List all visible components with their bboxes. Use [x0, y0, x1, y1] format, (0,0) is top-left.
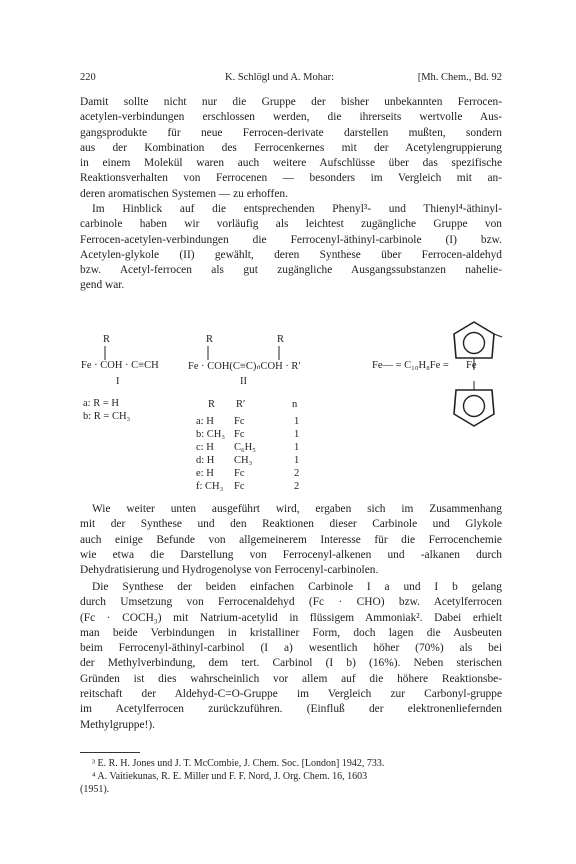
text-line: Reaktionsverhalten von Ferrocenen — besonders im Vergleich mit an- [80, 172, 502, 185]
footnotes [80, 757, 504, 796]
text-line: Damit sollte nicht nur die Gruppe der bisher unbekannten Ferrocen- [80, 96, 502, 108]
formula-r-label: R [277, 334, 285, 345]
text-line: beim Ferrocenyl-äthinyl-carbinol (I a) wesentlich höher (70%) als bei [80, 642, 502, 655]
text-line: Die Synthese der beiden einfachen Carbinole I a und I b gelang [92, 581, 502, 593]
text-line: in einem Molekül waren auch weitere Aufschlüsse über das spezifische [80, 157, 502, 170]
bond-line [278, 346, 280, 360]
table-cell: 1 [294, 442, 300, 453]
paragraph-results [80, 502, 502, 578]
text-line: acetylen-verbindungen erschlossen werden, die ihrerseits wertvolle Aus- [80, 111, 502, 124]
text-line: auch einige Befunde von allgemeinerem Interesse für die Ferrocenchemie [80, 533, 502, 546]
table-cell: 2 [294, 481, 300, 492]
formula-compound-I: Fe · COH · C≡CH [81, 360, 159, 371]
text-line: Gründen ist dies wahrscheinlich vor allem auf die höhere Reaktionsbe- [80, 672, 502, 685]
footnote: ³ E. R. H. Jones und J. T. McCombie, J. Chem. Soc. [London] 1942, 733. [92, 758, 385, 769]
text-line: aus der Kombination des Ferrocenkernes mit der Acetylengruppierung [80, 141, 502, 154]
formula-label-II: II [240, 376, 247, 387]
text-line: Acetylen-glykole (II) gewählt, deren Synthese über Ferrocen-aldehyd [80, 248, 502, 261]
text-line: Dehydratisierung und Hydrogenolyse von Ferrocenyl-carbinolen. [80, 564, 379, 577]
formula-I-b: b: R = CH₃ [83, 411, 131, 422]
table-cell: e: H [196, 468, 214, 479]
cyclopentadienyl-ring-top [454, 322, 502, 358]
text-line: gangsprodukte für neue Ferrocen-derivate darstellen mußten, sondern [80, 126, 502, 139]
paragraph-synthesis [80, 580, 502, 733]
text-line: Methylgruppe!). [80, 718, 155, 731]
text-line: mit der Synthese und den Reaktionen dieser Carbinole und Glykole [80, 518, 502, 531]
text-line: der Methylverbindung, dem tert. Carbinol (I b) (16%). Neben sterischen [80, 657, 502, 670]
formula-r-label: R [206, 334, 214, 345]
running-header [80, 72, 502, 86]
table-cell: 1 [294, 455, 300, 466]
formula-label-I: I [116, 376, 120, 387]
table-header: R [208, 399, 216, 410]
paragraph-carbinoles [80, 202, 502, 294]
text-line: man beide Verbindungen in kristalliner Form, doch lagen die Ausbeuten [80, 626, 502, 639]
text-line: reitschaft der Aldehyd-C=O-Gruppe im Vergleich zur Carbonyl-gruppe [80, 688, 502, 701]
text-line: wie etwa die Darstellung von Ferrocenyl-alkenen und -alkanen durch [80, 548, 502, 561]
text-line: (Fc · COCH₃) mit Natrium-acetylid in flüssigem Ammoniak². Dabei erhielt [80, 611, 502, 624]
table-cell: Fc [234, 481, 245, 492]
header-authors: K. Schlögl und A. Mohar: [225, 72, 335, 83]
footnote: ⁴ A. Vaitiekunas, R. E. Miller und F. F. Nord, J. Org. Chem. 16, 1603 [92, 771, 368, 782]
footnote-divider [80, 752, 140, 753]
table-cell: f: CH₃ [196, 481, 224, 492]
text-line: Ferrocen-acetylen-verbindungen die Ferrocenyl-äthinyl-carbinole (I) bzw. [80, 233, 502, 246]
table-header: R′ [236, 399, 246, 410]
formula-compound-II: Fe · COH(C≡C)ₙCOH · R′ [188, 361, 301, 372]
compound-II-table [196, 399, 326, 499]
formula-I-a: a: R = H [83, 398, 119, 409]
formula-ferrocenyl-definition: Fe— = C₁₀H₈Fe = [372, 360, 449, 371]
table-cell: Fc [234, 416, 245, 427]
header-journal: [Mh. Chem., Bd. 92 [417, 72, 502, 83]
table-cell: CH₃ [234, 455, 253, 466]
table-cell: 2 [294, 468, 300, 479]
text-line: deren aromatischen Systemen — zu erhoffen. [80, 187, 288, 200]
ferrocene-structure [444, 318, 518, 430]
page-number: 220 [80, 72, 96, 83]
text-line: Im Hinblick auf die entsprechenden Phenyl³- und Thienyl⁴-äthinyl- [92, 203, 502, 215]
table-cell: 1 [294, 429, 300, 440]
bond-line [104, 346, 106, 360]
text-line: durch Umsetzung von Ferrocenaldehyd (Fc · CHO) bzw. Acetylferrocen [80, 596, 502, 609]
text-line: Wie weiter unten ausgeführt wird, ergaben sich im Zusammenhang [92, 503, 502, 515]
text-line: im Acetylferrocen zurückzuführen. (Einfluß der elektronenliefernden [80, 703, 502, 716]
table-cell: 1 [294, 416, 300, 427]
table-header: n [292, 399, 298, 410]
table-cell: c: H [196, 442, 214, 453]
table-cell: a: H [196, 416, 214, 427]
table-cell: Fc [234, 429, 245, 440]
table-cell: d: H [196, 455, 215, 466]
cyclopentadienyl-ring-bottom [454, 390, 494, 426]
text-line: bzw. Acetyl-ferrocen als gut zugängliche Ausgangssubstanzen nahelie- [80, 264, 502, 277]
table-cell: C₆H₅ [234, 442, 256, 453]
paragraph-intro [80, 95, 502, 202]
iron-atom-label: Fe [466, 360, 477, 371]
text-line: carbinole haben wir vorläufig als leichtest zugängliche Gruppe von [80, 218, 502, 231]
footnote-continuation: (1951). [80, 784, 110, 795]
bond-line [207, 346, 209, 360]
text-line: gend war. [80, 279, 125, 292]
table-cell: Fc [234, 468, 245, 479]
formula-r-label: R [103, 334, 111, 345]
table-cell: b: CH₃ [196, 429, 226, 440]
